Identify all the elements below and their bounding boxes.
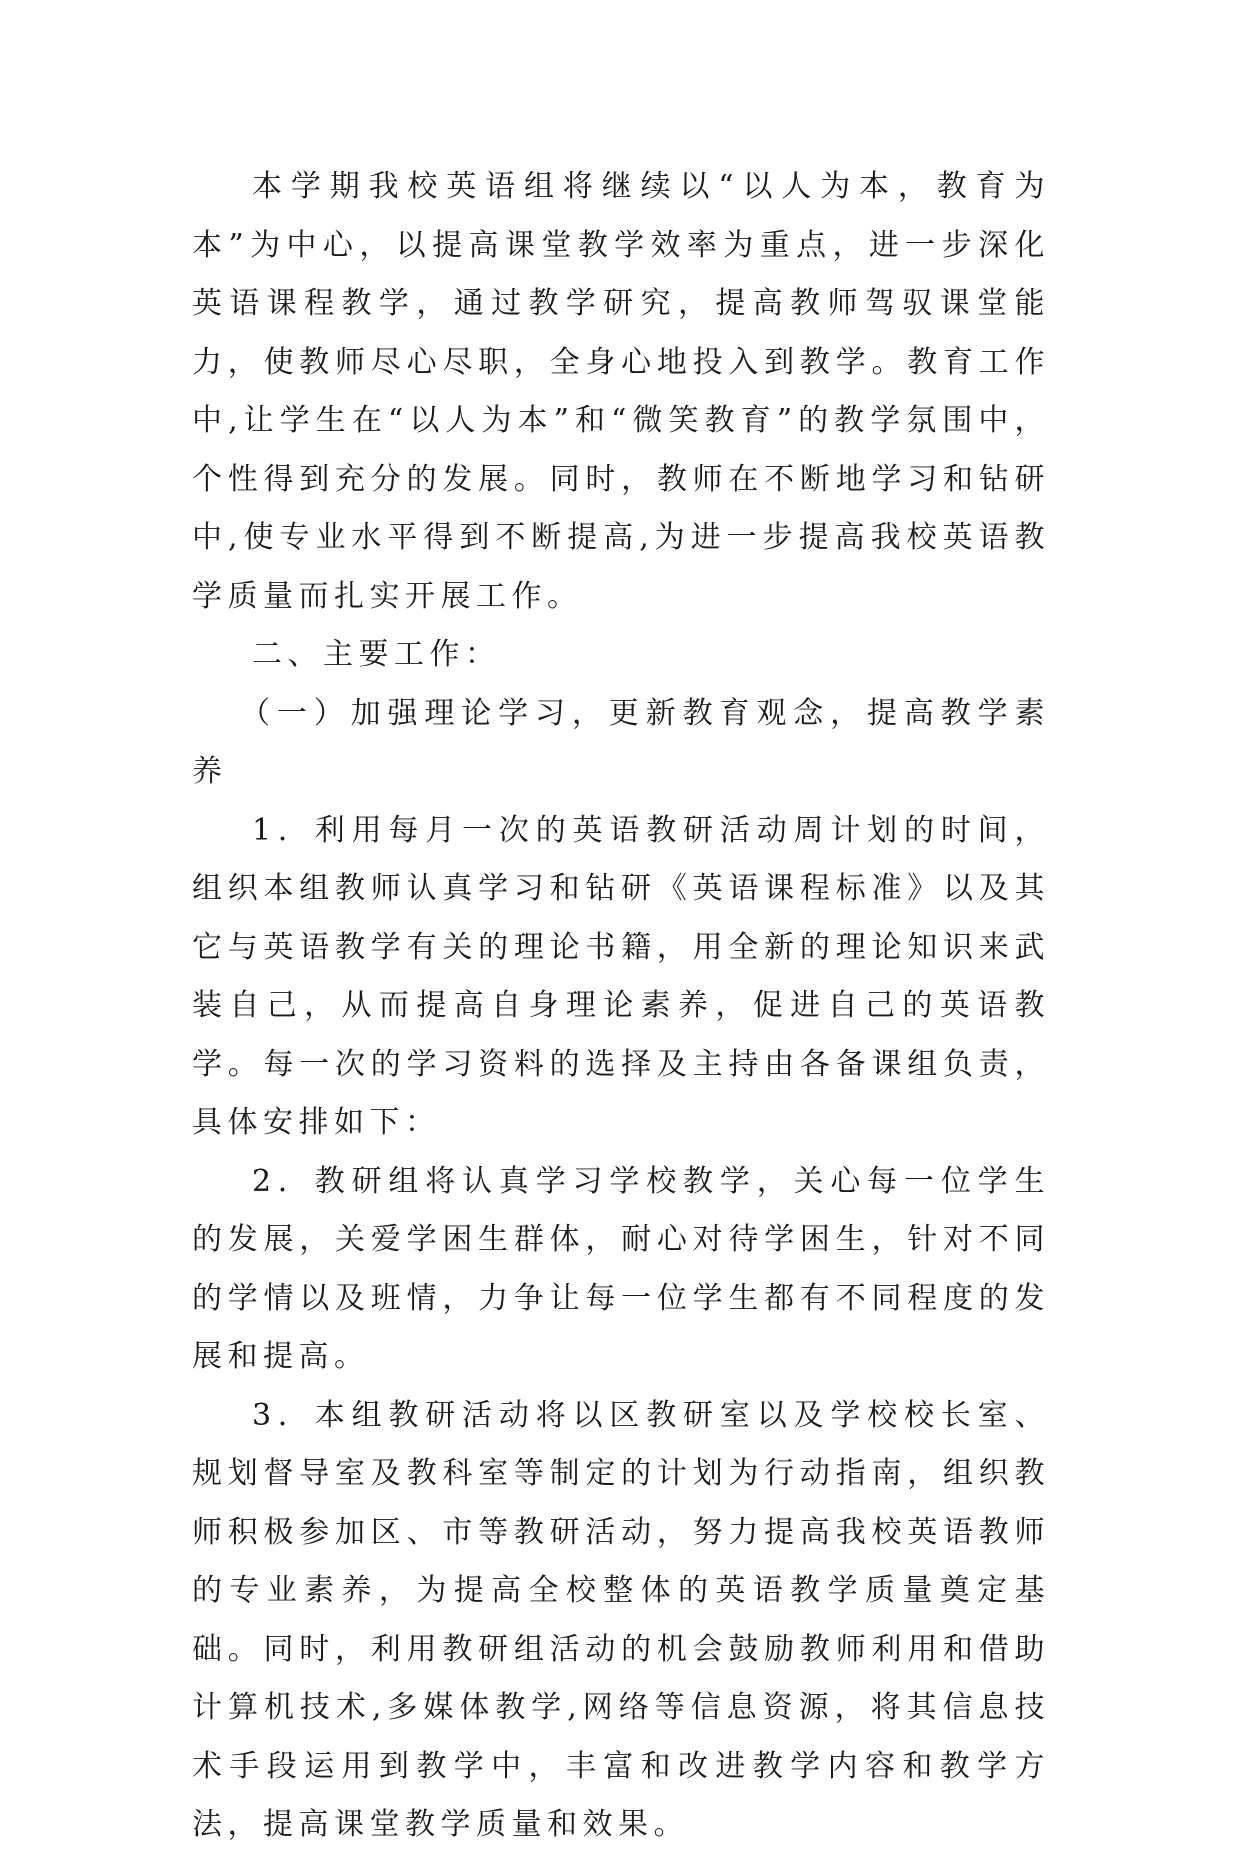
intro-paragraph: 本学期我校英语组将继续以“以人为本，教育为本”为中心，以提高课堂教学效率为重点，进一步深化英语课程教学，通过教学研究，提高教师驾驭课堂能力，使教师尽心尽职，全身心地投入到教学。教育工作中,让学生在“以人为本”和“微笑教育”的教学氛围中，个性得到充分的发展。同时，教师在不断地学习和钻研中,使专业水平得到不断提高,为进一步提高我校英语教学质量而扎实开展工作。	[192, 169, 1050, 614]
item-paragraph-2: 2．教研组将认真学习学校教学，关心每一位学生的发展，关爱学困生群体，耐心对待学困生，针对不同的学情以及班情，力争让每一位学生都有不同程度的发展和提高。	[192, 1163, 1050, 1374]
section-heading-main-work: 二、主要工作：	[252, 637, 501, 672]
subsection-heading-theory-study: （一）加强理论学习，更新教育观念，提高教学素养	[192, 695, 1050, 789]
document-body	[192, 158, 1050, 1855]
item-paragraph-3: 3．本组教研活动将以区教研室以及学校校长室、规划督导室及教科室等制定的计划为行动指南，组织教师积极参加区、市等教研活动，努力提高我校英语教师的专业素养，为提高全校整体的英语教学质量奠定基础。同时，利用教研组活动的机会鼓励教师利用和借助计算机技术,多媒体教学,网络等信息资源，将其信息技术手段运用到教学中，丰富和改进教学内容和教学方法，提高课堂教学质量和效果。	[192, 1397, 1050, 1842]
item-paragraph-1: 1．利用每月一次的英语教研活动周计划的时间，组织本组教师认真学习和钻研《英语课程标准》以及其它与英语教学有关的理论书籍，用全新的理论知识来武装自己，从而提高自身理论素养，促进自己的英语教学。每一次的学习资料的选择及主持由各备课组负责，具体安排如下：	[192, 812, 1050, 1140]
